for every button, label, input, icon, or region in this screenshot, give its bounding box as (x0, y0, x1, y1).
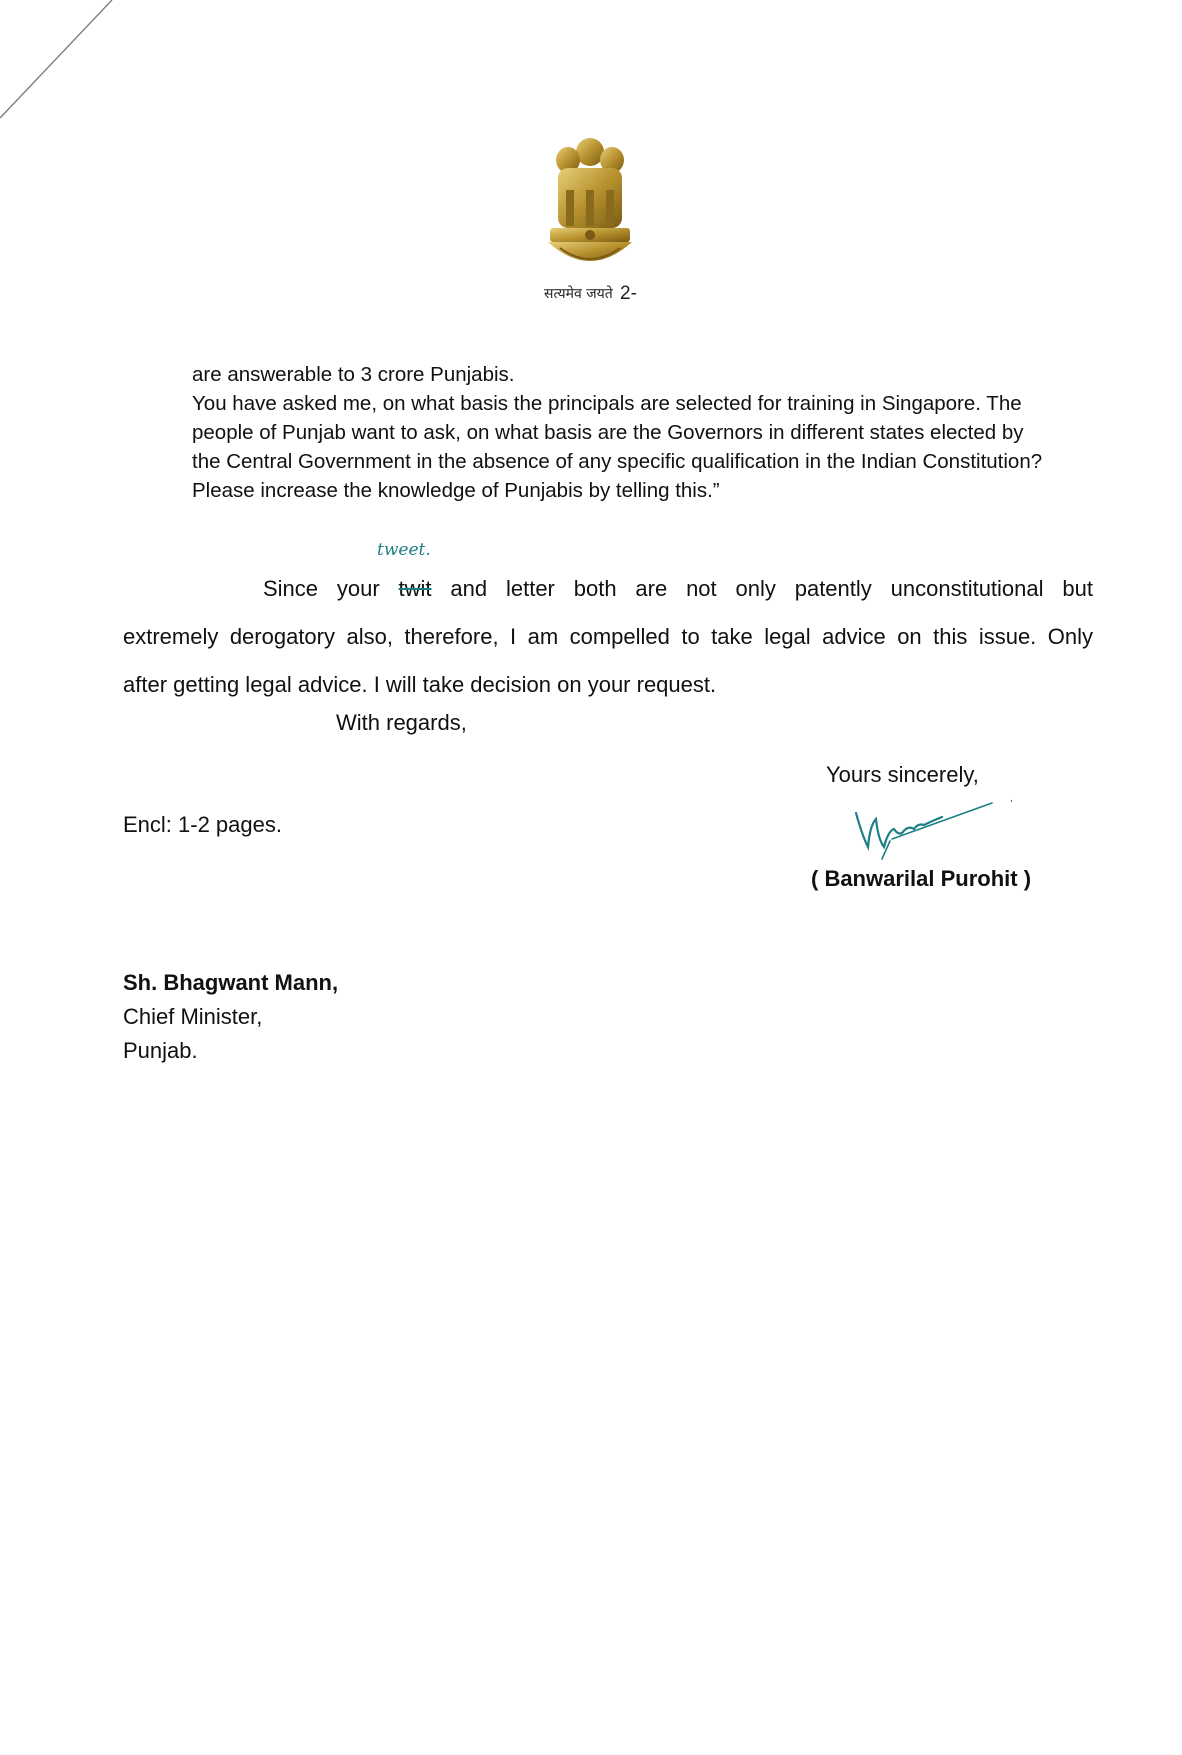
addressee-name: Sh. Bhagwant Mann, (123, 970, 339, 995)
body-paragraph (123, 565, 1093, 709)
addressee-block (123, 966, 338, 1068)
closing-yours-sincerely: Yours sincerely, (826, 762, 979, 787)
body-line-1 (123, 565, 1093, 613)
body-line-3: after getting legal advice. I will take decision on your request. (123, 672, 717, 697)
emblem-motto: सत्यमेव जयते (544, 286, 613, 302)
quote-line: Please increase the knowledge of Punjabis by telling this.” (192, 479, 720, 502)
addressee-title: Chief Minister, (123, 1004, 263, 1029)
struck-word: twit (398, 576, 432, 601)
quote-line: are answerable to 3 crore Punjabis. (192, 363, 515, 386)
emblem-of-india-icon (540, 130, 640, 290)
addressee-state: Punjab. (123, 1038, 198, 1063)
quote-line: You have asked me, on what basis the principals are selected for training in Singapore. The (192, 392, 1022, 415)
enclosure-note: Encl: 1-2 pages. (123, 812, 282, 837)
body-text: Since your (263, 576, 380, 601)
closing-regards: With regards, (336, 710, 467, 735)
signer-name: ( Banwarilal Purohit ) (811, 866, 1032, 891)
page-number: 2- (620, 283, 637, 304)
quoted-tweet-text (192, 360, 1092, 505)
quote-line: the Central Government in the absence of any specific qualification in the Indian Constitution? (192, 450, 1043, 473)
body-line-2: extremely derogatory also, therefore, I am compelled to take legal advice on this issue. Only (123, 624, 1093, 649)
handwritten-correction: tweet. (377, 540, 431, 560)
body-text: and letter both are not only patently unconstitutional but (450, 576, 1093, 601)
handwritten-signature (852, 795, 1012, 875)
quote-line: people of Punjab want to ask, on what basis are the Governors in different states elected by (192, 421, 1024, 444)
corner-fold-line (0, 0, 120, 120)
